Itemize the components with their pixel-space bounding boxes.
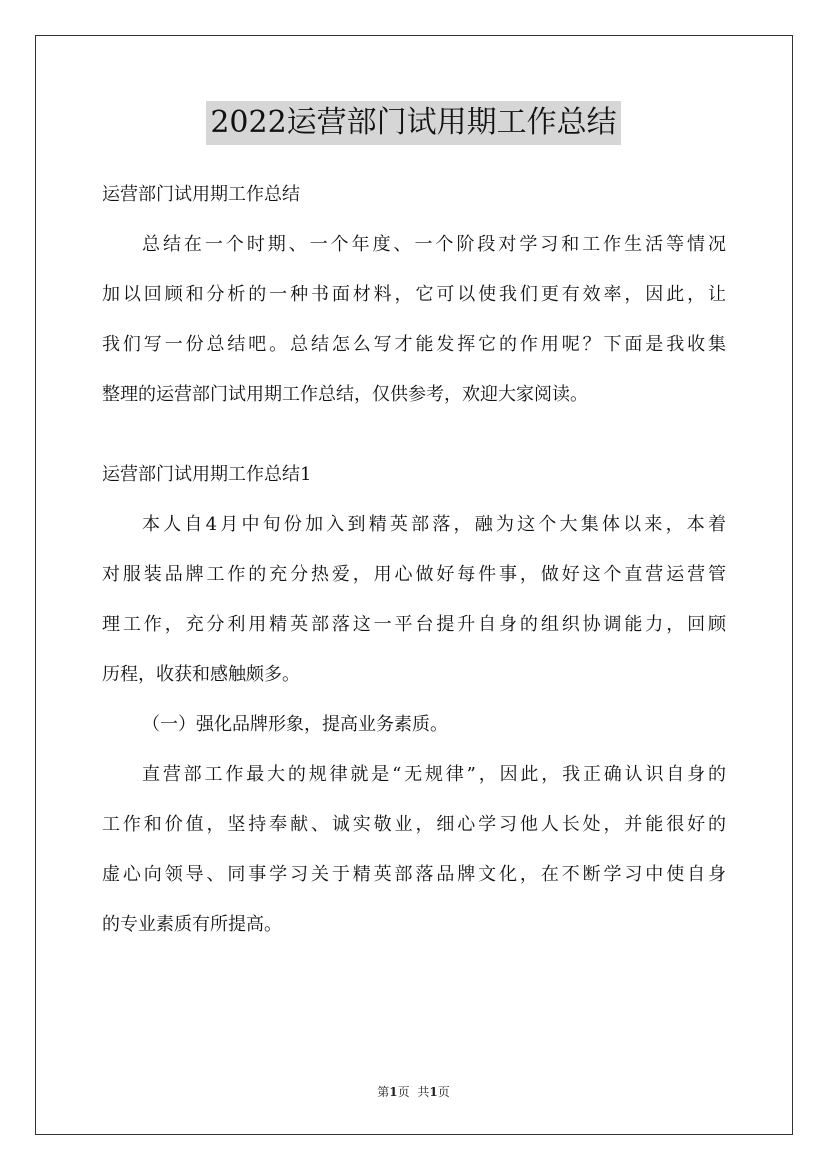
document-title: 2022运营部门试用期工作总结 xyxy=(206,101,620,145)
document-body xyxy=(102,170,726,950)
document-subtitle: 运营部门试用期工作总结 xyxy=(102,184,300,205)
sub-heading: （一）强化品牌形象，提高业务素质。 xyxy=(142,714,448,735)
intro-line-1: 总结在一个时期、一个年度、一个阶段对学习和工作生活等情况 xyxy=(142,234,726,255)
footer-page-suffix: 页 xyxy=(397,1085,410,1099)
footer-page-prefix: 第 xyxy=(377,1085,390,1099)
footer-total-pages: 1 xyxy=(429,1085,438,1099)
intro-line-2: 加以回顾和分析的一种书面材料，它可以使我们更有效率，因此，让 xyxy=(102,284,726,305)
section-heading: 运营部门试用期工作总结1 xyxy=(102,464,312,485)
para2-line-3: 虚心向领导、同事学习关于精英部落品牌文化，在不断学习中使自身 xyxy=(102,864,726,885)
para2-line-1: 直营部工作最大的规律就是“无规律”，因此，我正确认识自身的 xyxy=(142,764,726,785)
para1-line-1: 本人自4月中旬份加入到精英部落，融为这个大集体以来，本着 xyxy=(142,514,726,535)
para2-line-2: 工作和价值，坚持奉献、诚实敬业，细心学习他人长处，并能很好的 xyxy=(102,814,726,835)
para2-line-4: 的专业素质有所提高。 xyxy=(102,914,282,935)
para1-line-3: 理工作，充分利用精英部落这一平台提升自身的组织协调能力，回顾 xyxy=(102,614,726,635)
title-container xyxy=(0,101,827,145)
footer-page-number: 1 xyxy=(389,1085,398,1099)
para1-line-2: 对服装品牌工作的充分热爱，用心做好每件事，做好这个直营运营管 xyxy=(102,564,726,585)
intro-line-3: 我们写一份总结吧。总结怎么写才能发挥它的作用呢？下面是我收集 xyxy=(102,334,726,355)
footer-total-suffix: 页 xyxy=(437,1085,450,1099)
page-footer xyxy=(0,1082,827,1102)
intro-line-4: 整理的运营部门试用期工作总结，仅供参考，欢迎大家阅读。 xyxy=(102,384,588,405)
paragraph-gap xyxy=(102,420,726,450)
footer-total-prefix: 共 xyxy=(417,1085,430,1099)
para1-line-4: 历程，收获和感触颇多。 xyxy=(102,664,300,685)
